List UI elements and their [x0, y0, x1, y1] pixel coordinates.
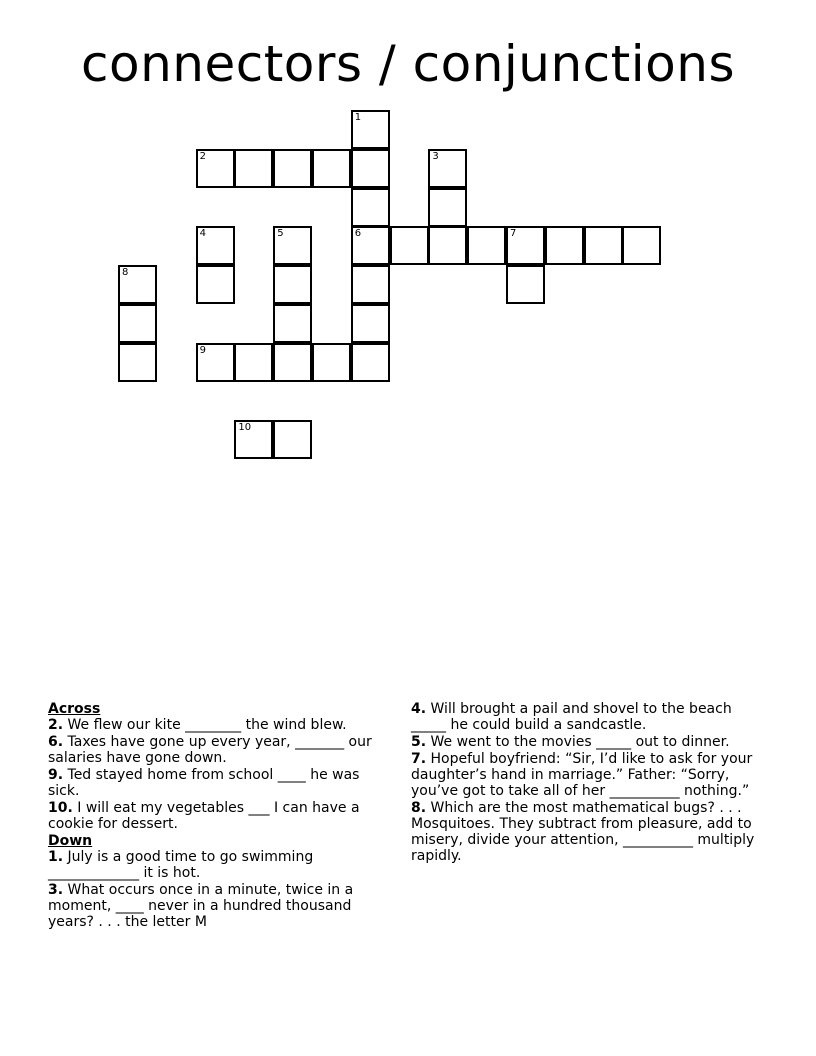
clue-down-7: 7. Hopeful boyfriend: “Sir, I’d like to ask for your daughter’s hand in marriage.” Father: “Sorry, you’ve got to take all of her __________ nothing.”: [411, 751, 753, 799]
cell-number: 1: [354, 112, 362, 123]
grid-cell[interactable]: [312, 343, 351, 382]
grid-cell[interactable]: [312, 149, 351, 188]
grid-cell[interactable]: [351, 343, 390, 382]
grid-cell[interactable]: [118, 265, 157, 304]
grid-cell[interactable]: [234, 420, 273, 459]
grid-cell[interactable]: [273, 265, 312, 304]
grid-cell[interactable]: [196, 149, 235, 188]
cell-number: 8: [122, 267, 129, 279]
cell-number: 2: [199, 150, 206, 162]
clues-column-left: [48, 701, 393, 931]
grid-cell[interactable]: [196, 343, 235, 382]
grid-cell[interactable]: [273, 304, 312, 343]
grid-cell[interactable]: [428, 226, 467, 265]
cell-number: 5: [277, 228, 284, 240]
grid-cell[interactable]: [118, 304, 157, 343]
cell-number: 3: [432, 150, 439, 162]
cell-number: 4: [199, 228, 206, 240]
grid-cell[interactable]: [234, 149, 273, 188]
puzzle-title: connectors / conjunctions: [80, 35, 735, 93]
grid-cell[interactable]: [118, 343, 157, 382]
crossword-grid: [0, 0, 816, 470]
cell-number: 7: [510, 228, 517, 240]
grid-cell[interactable]: [273, 226, 312, 265]
grid-cell[interactable]: [273, 420, 312, 459]
grid-cell[interactable]: [196, 265, 235, 304]
clue-down-1: 1. July is a good time to go swimming _____________ it is hot.: [48, 849, 314, 881]
clue-across-9: 9. Ted stayed home from school ____ he was sick.: [48, 767, 360, 799]
cell-number: 10: [238, 422, 252, 434]
grid-cell[interactable]: [545, 226, 584, 265]
cell-number: 6: [354, 228, 362, 240]
grid-cell[interactable]: [584, 226, 623, 265]
grid-cell[interactable]: [234, 343, 273, 382]
clue-down-8: 8. Which are the most mathematical bugs? . . . Mosquitoes. They subtract from pleasure, add to misery, divide your attention, __________ multiply rapidly.: [411, 800, 755, 864]
grid-cell[interactable]: [196, 226, 235, 265]
grid-cell[interactable]: [428, 149, 467, 188]
down-heading: Down: [48, 833, 93, 849]
grid-cell[interactable]: [428, 188, 467, 227]
grid-cell[interactable]: [506, 226, 545, 265]
grid-cell[interactable]: [351, 304, 390, 343]
grid-cell[interactable]: [351, 110, 390, 149]
clues-column-right: [411, 701, 769, 865]
across-heading: Across: [48, 701, 101, 717]
grid-cell[interactable]: [351, 265, 390, 304]
grid-cell[interactable]: [622, 226, 661, 265]
grid-cell[interactable]: [351, 149, 390, 188]
clue-down-3: 3. What occurs once in a minute, twice in a moment, ____ never in a hundred thousand years? . . . the letter M: [48, 882, 354, 930]
grid-cell[interactable]: [273, 343, 312, 382]
cell-number: 9: [199, 344, 206, 356]
clue-across-6: 6. Taxes have gone up every year, _______ our salaries have gone down.: [48, 734, 372, 766]
grid-cell[interactable]: [506, 265, 545, 304]
clue-across-10: 10. I will eat my vegetables ___ I can have a cookie for dessert.: [48, 800, 360, 832]
clue-down-4: 4. Will brought a pail and shovel to the beach _____ he could build a sandcastle.: [411, 701, 732, 733]
grid-cell[interactable]: [273, 149, 312, 188]
grid-cell[interactable]: [351, 188, 390, 227]
grid-cell[interactable]: [390, 226, 429, 265]
clue-across-2: 2. We flew our kite ________ the wind blew.: [48, 717, 347, 733]
grid-cell[interactable]: [351, 226, 390, 265]
clue-down-5: 5. We went to the movies _____ out to dinner.: [411, 734, 730, 750]
grid-cell[interactable]: [467, 226, 506, 265]
